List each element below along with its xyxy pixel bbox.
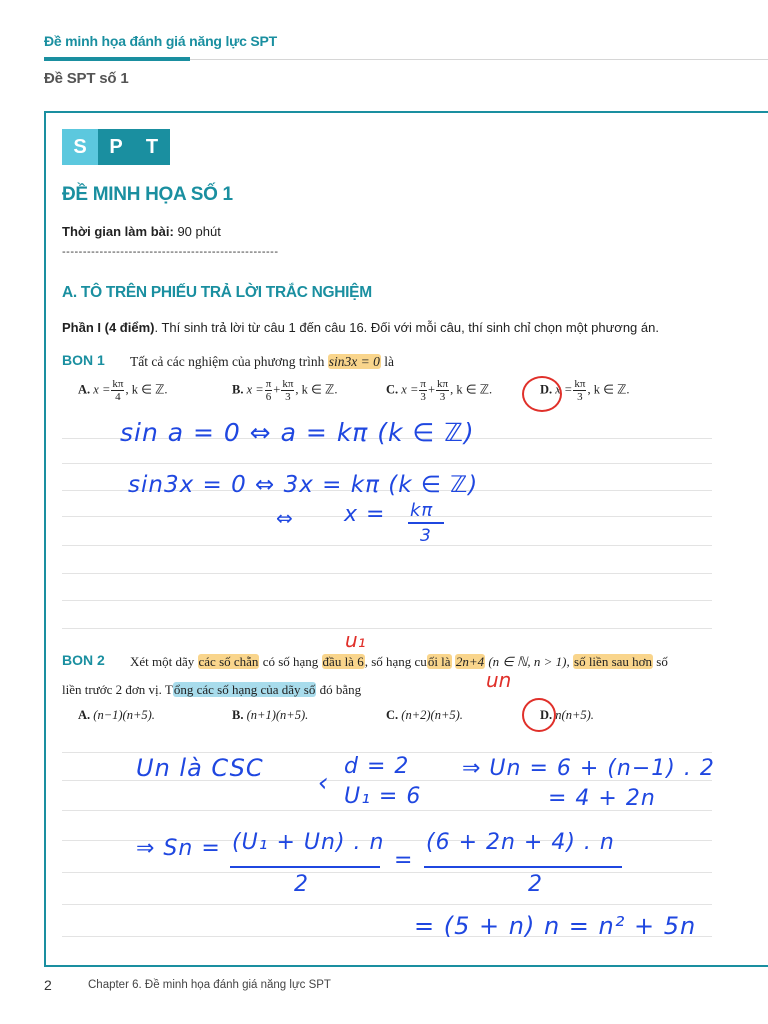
frac-den: 3	[439, 391, 446, 403]
q2-seg: , số hạng cu	[364, 654, 427, 669]
frac-num: kπ	[574, 378, 586, 390]
option-lhs: x =	[246, 382, 264, 397]
time-line	[62, 224, 221, 239]
handwriting-q1-arrow: ⇔	[276, 506, 294, 530]
part-text: . Thí sinh trả lời từ câu 1 đến câu 16. Đối với mỗi câu, thí sinh chỉ chọn một phương án.	[154, 320, 659, 335]
option-tail: , k ∈ ℤ.	[587, 382, 630, 397]
option-lhs: x =	[93, 382, 111, 397]
handwriting-q2-u1: U₁ = 6	[344, 784, 422, 809]
handwriting-q2-simplified: = 4 + 2n	[548, 786, 656, 811]
option-letter: A.	[78, 708, 91, 722]
q1-option-c[interactable]: C. x = $\frac{\pi}{3}$ + $\frac{k\pi}{3}$ , k ∈ ℤ.	[386, 378, 493, 403]
handwriting-fraction-bar	[424, 866, 622, 868]
frac-num: π	[420, 378, 426, 390]
option-tail: , k ∈ ℤ.	[125, 382, 168, 397]
option-letter: B.	[232, 708, 244, 722]
time-value: 90 phút	[177, 224, 221, 239]
handwriting-q2-den1: 2	[294, 872, 309, 897]
handwriting-q2-num1: (U₁ + Un) . n	[232, 830, 385, 855]
fraction	[111, 378, 124, 403]
q1-tail: là	[384, 354, 394, 369]
spt-logo	[62, 129, 170, 165]
q1-option-a[interactable]	[78, 378, 168, 403]
header-rule	[190, 59, 768, 60]
fraction	[265, 378, 273, 403]
handwriting-q1-lhs: x =	[344, 502, 386, 527]
part-label: Phần I (4 điểm)	[62, 320, 155, 335]
q2-text-line2	[62, 682, 361, 698]
q2-seg: Xét một dãy	[130, 654, 195, 669]
option-expr: (n+2)(n+5).	[401, 708, 463, 722]
fraction	[419, 378, 427, 403]
frac-den: 3	[285, 391, 291, 403]
option-tail: , k ∈ ℤ.	[295, 382, 338, 397]
frac-den: 4	[115, 391, 121, 403]
q2-seg: liền trước 2 đơn vị. T	[62, 682, 173, 697]
frac-num: kπ	[437, 378, 449, 390]
answer-circle-q1	[522, 376, 562, 412]
ruled-line	[62, 752, 712, 753]
handwriting-q1-line2: sin3x = 0 ⇔ 3x = kπ (k ∈ ℤ)	[128, 472, 479, 498]
time-label: Thời gian làm bài:	[62, 224, 174, 239]
q1-option-b[interactable]: B. x = $\frac{\pi}{6}$ + $\frac{k\pi}{3}$ , k ∈ ℤ.	[232, 378, 338, 403]
option-lhs: x =	[401, 382, 419, 397]
q2-highlight-next: số liền sau hơn	[574, 654, 653, 669]
ruled-line	[62, 904, 712, 905]
handwriting-fraction-bar	[408, 522, 444, 524]
handwriting-q2-num2: (6 + 2n + 4) . n	[426, 830, 615, 855]
option-tail: , k ∈ ℤ.	[450, 382, 493, 397]
fraction	[573, 378, 586, 403]
option-lhs: x =	[555, 382, 573, 397]
frac-num: π	[265, 378, 272, 390]
option-letter: B.	[232, 382, 244, 397]
section-a-heading: A. TÔ TRÊN PHIẾU TRẢ LỜI TRẮC NGHIỆM	[62, 284, 372, 301]
frac-num: kπ	[282, 378, 294, 390]
q2-option-a[interactable]	[78, 708, 155, 723]
ruled-line	[62, 573, 712, 574]
q2-highlight-last: ối là	[427, 654, 451, 669]
q2-highlight-sum: ổng các số hạng của dãy số	[173, 682, 316, 697]
handwriting-fraction-bar	[230, 866, 380, 868]
handwriting-q1-num: kπ	[410, 500, 434, 521]
handwriting-q2-un-formula: ⇒ Un = 6 + (n−1) . 2	[462, 756, 715, 781]
ruled-line	[62, 545, 712, 546]
frac-den: 3	[420, 391, 426, 403]
part-instructions	[62, 320, 659, 335]
q1-text	[130, 354, 394, 370]
handwriting-q2-result: = (5 + n) n = n² + 5n	[414, 912, 697, 940]
option-expr: n(n+5).	[555, 708, 594, 722]
ruled-line	[62, 516, 712, 517]
header-accent-bar	[44, 57, 190, 61]
frac-den: 3	[577, 391, 583, 403]
header-subtitle: Đề SPT số 1	[44, 70, 129, 87]
option-letter: D.	[540, 708, 553, 722]
handwriting-q1-line1: sin a = 0 ⇔ a = kπ (k ∈ ℤ)	[120, 418, 475, 447]
handwriting-q2-sn: ⇒ Sn =	[136, 836, 221, 861]
q2-seg: đó bằng	[319, 682, 362, 697]
ruled-line	[62, 872, 712, 873]
q2-seg: số	[656, 654, 668, 669]
logo-letter-s: S	[62, 129, 98, 165]
q2-label: BON 2	[62, 652, 105, 668]
fraction	[281, 378, 294, 403]
header-title: Đề minh họa đánh giá năng lực SPT	[44, 33, 278, 49]
exam-title: ĐỀ MINH HỌA SỐ 1	[62, 184, 233, 205]
q2-seg: (n ∈ ℕ, n > 1),	[488, 654, 570, 669]
handwriting-q2-eq: =	[394, 848, 414, 873]
option-letter: D.	[540, 382, 553, 397]
handwriting-brace: ‹	[318, 768, 329, 798]
page-number: 2	[44, 977, 52, 993]
q1-stem: Tất cả các nghiệm của phương trình	[130, 354, 325, 369]
frac-den: 6	[265, 391, 272, 403]
handwriting-q2-den2: 2	[528, 872, 543, 897]
option-expr: (n+1)(n+5).	[246, 708, 309, 722]
option-letter: C.	[386, 382, 399, 397]
q1-equation: sin3x = 0	[328, 354, 380, 369]
q2-highlight-first: đầu là 6	[322, 654, 364, 669]
q2-seg: có số hạng	[262, 654, 319, 669]
option-expr: (n−1)(n+5).	[93, 708, 155, 722]
logo-letter-p: P	[98, 129, 134, 165]
option-letter: C.	[386, 708, 399, 722]
fraction	[436, 378, 449, 403]
dash-separator: ----------------------------------------------------	[62, 246, 279, 258]
option-letter: A.	[78, 382, 91, 397]
q2-highlight-even: các số chẵn	[198, 654, 259, 669]
ruled-line	[62, 463, 712, 464]
answer-circle-q2	[522, 698, 556, 732]
ruled-line	[62, 628, 712, 629]
footer-chapter: Chapter 6. Đề minh họa đánh giá năng lực SPT	[88, 979, 331, 991]
handwriting-q1-den: 3	[420, 526, 432, 546]
frac-num: kπ	[112, 378, 124, 390]
q2-highlight-expr: 2n+4	[455, 654, 485, 669]
ruled-line	[62, 600, 712, 601]
handwriting-q2-d: d = 2	[344, 754, 410, 779]
q2-option-b[interactable]	[232, 708, 308, 723]
q2-option-c[interactable]	[386, 708, 463, 723]
handwriting-q2-un: Un là CSC	[136, 754, 264, 782]
logo-letter-t: T	[134, 129, 170, 165]
red-note-u1: u₁	[345, 628, 366, 652]
q1-label: BON 1	[62, 352, 105, 368]
q2-text-line1	[130, 654, 668, 670]
red-note-un: un	[486, 668, 512, 692]
